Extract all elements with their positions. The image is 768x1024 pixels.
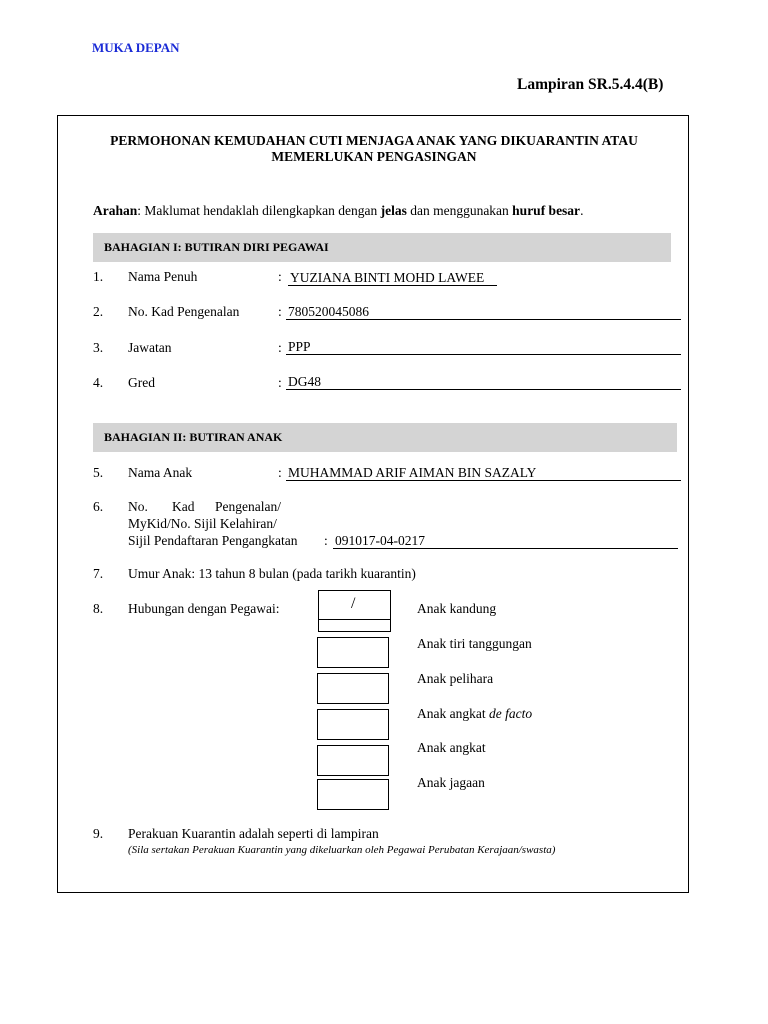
nama-anak-value: MUHAMMAD ARIF AIMAN BIN SAZALY: [288, 465, 537, 480]
lampiran-reference: Lampiran SR.5.4.4(B): [517, 76, 664, 93]
field6-colon: :: [324, 533, 328, 548]
kad-pengenalan-field[interactable]: [286, 304, 681, 320]
field4-number: 4.: [93, 375, 104, 390]
kad-pengenalan-value: 780520045086: [288, 304, 369, 319]
perakuan-note: (Sila sertakan Perakuan Kuarantin yang dikeluarkan oleh Pegawai Perubatan Kerajaan/swasta): [128, 844, 556, 856]
field6-label-line2: MyKid/No. Sijil Kelahiran/: [128, 516, 277, 531]
nama-anak-field[interactable]: [286, 465, 681, 481]
field4-label: Gred: [128, 375, 155, 390]
field3-number: 3.: [93, 340, 104, 355]
arahan-text1: : Maklumat hendaklah dilengkapkan dengan: [137, 203, 381, 218]
nama-penuh-value: YUZIANA BINTI MOHD LAWEE: [290, 270, 485, 285]
option-anak-angkat-label: Anak angkat: [417, 740, 486, 755]
field5-label: Nama Anak: [128, 465, 193, 480]
field2-colon: :: [278, 304, 282, 319]
hubungan-label: Hubungan dengan Pegawai:: [128, 601, 280, 616]
field6-label-word3: Pengenalan/: [215, 499, 281, 514]
gred-value: DG48: [288, 374, 321, 389]
arahan-label: Arahan: [93, 203, 138, 218]
field3-colon: :: [278, 340, 282, 355]
field8-number: 8.: [93, 601, 104, 616]
field1-colon: :: [278, 269, 282, 284]
arahan-instruction: [93, 203, 583, 219]
field5-colon: :: [278, 465, 282, 480]
umur-anak-text: Umur Anak: 13 tahun 8 bulan (pada tarikh kuarantin): [128, 566, 416, 581]
checkbox-anak-angkat-de-facto[interactable]: [317, 709, 389, 740]
mykid-field[interactable]: [333, 533, 678, 549]
form-container: [57, 115, 689, 893]
field2-label: No. Kad Pengenalan: [128, 304, 240, 319]
checkbox-anak-tiri[interactable]: [317, 637, 389, 668]
option-anak-pelihara-label: Anak pelihara: [417, 671, 494, 686]
option-anak-angkat-de-facto-label: [417, 706, 532, 722]
checkbox-anak-pelihara[interactable]: [317, 673, 389, 704]
perakuan-text: Perakuan Kuarantin adalah seperti di lampiran: [128, 826, 379, 841]
field2-number: 2.: [93, 304, 104, 319]
form-title-line1: PERMOHONAN KEMUDAHAN CUTI MENJAGA ANAK YANG DIKUARANTIN ATAU: [110, 133, 638, 148]
checkbox-anak-angkat[interactable]: [317, 745, 389, 776]
nama-penuh-field[interactable]: [288, 270, 497, 286]
checkbox-anak-jagaan[interactable]: [317, 779, 389, 810]
field4-colon: :: [278, 375, 282, 390]
section2-header: BAHAGIAN II: BUTIRAN ANAK: [93, 423, 677, 452]
arahan-bold1: jelas: [380, 203, 407, 218]
jawatan-field[interactable]: [286, 339, 681, 355]
option-anak-kandung-label: Anak kandung: [417, 601, 497, 616]
field6-label-word2: Kad: [172, 499, 195, 514]
section1-header: BAHAGIAN I: BUTIRAN DIRI PEGAWAI: [93, 233, 671, 262]
option-de-facto-italic: de facto: [488, 706, 533, 721]
gred-field[interactable]: [286, 374, 681, 390]
field7-number: 7.: [93, 566, 104, 581]
jawatan-value: PPP: [288, 339, 311, 354]
field6-label-word1: No.: [128, 499, 148, 514]
header-label: MUKA DEPAN: [92, 40, 180, 55]
checkbox-inner-divider: [319, 619, 390, 620]
arahan-text2: dan menggunakan: [406, 203, 513, 218]
field9-number: 9.: [93, 826, 104, 841]
arahan-text3: .: [580, 203, 584, 218]
form-title-line2: MEMERLUKAN PENGASINGAN: [271, 149, 477, 164]
checkbox-anak-kandung[interactable]: [318, 590, 391, 632]
option-anak-jagaan-label: Anak jagaan: [417, 775, 485, 790]
field6-number: 6.: [93, 499, 104, 514]
mykid-value: 091017-04-0217: [335, 533, 425, 548]
check-mark: /: [351, 595, 356, 612]
field6-label-line3: Sijil Pendaftaran Pengangkatan: [128, 533, 298, 548]
arahan-bold2: huruf besar: [512, 203, 581, 218]
field1-number: 1.: [93, 269, 104, 284]
field5-number: 5.: [93, 465, 104, 480]
option-anak-tiri-label: Anak tiri tanggungan: [417, 636, 532, 651]
field3-label: Jawatan: [128, 340, 172, 355]
field1-label: Nama Penuh: [128, 269, 198, 284]
option-de-facto-prefix: Anak angkat: [417, 706, 489, 721]
